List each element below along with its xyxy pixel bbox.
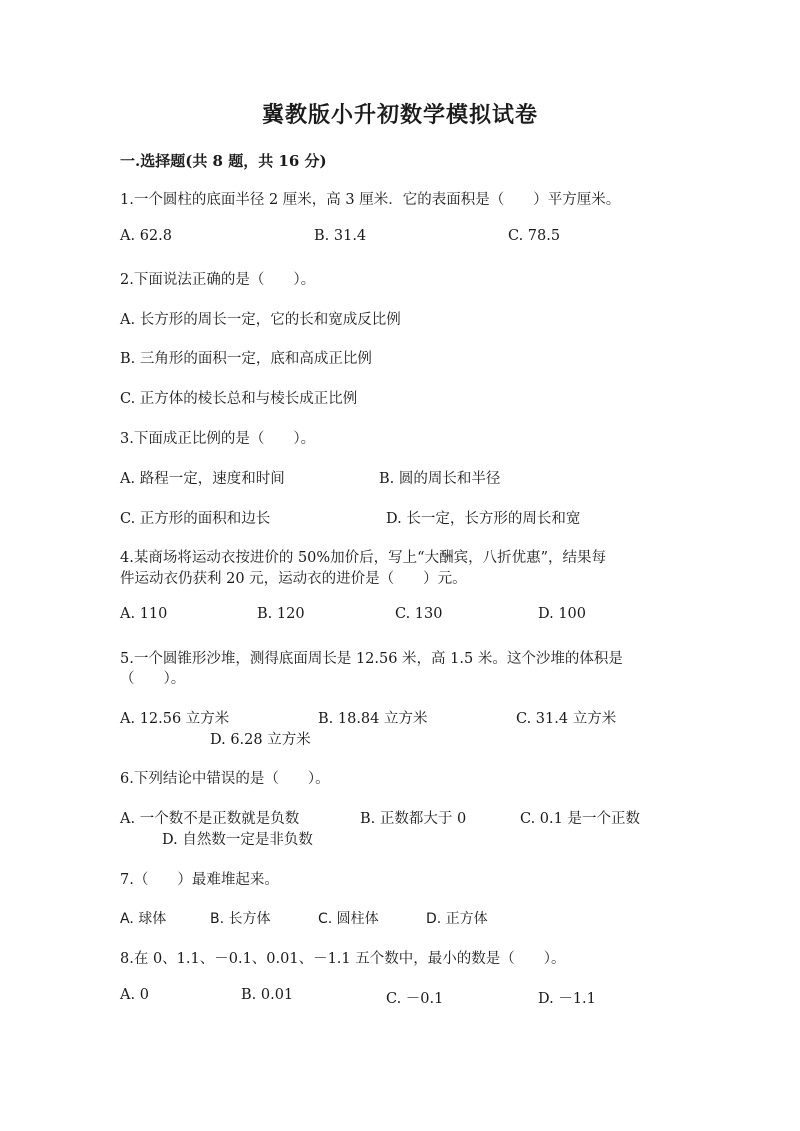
question-5-stem-line1: 5.一个圆锥形沙堆，测得底面周长是 12.56 米，高 1.5 米。这个沙堆的体积是 (120, 651, 623, 667)
question-1-stem: 1.一个圆柱的底面半径 2 厘米，高 3 厘米．它的表面积是（ ）平方厘米。 (120, 192, 621, 208)
question-7-option-b: B. 长方体 (210, 911, 271, 927)
question-4-stem-line1: 4.某商场将运动衣按进价的 50%加价后，写上“大酬宾，八折优惠”，结果每 (120, 550, 606, 566)
question-2-option-c: C. 正方体的棱长总和与棱长成正比例 (120, 391, 358, 407)
question-8-option-d: D. －1.1 (538, 991, 596, 1007)
question-2-stem: 2.下面说法正确的是（ ）。 (120, 272, 316, 288)
page-title: 冀教版小升初数学模拟试卷 (261, 102, 538, 128)
question-5-option-d: D. 6.28 立方米 (210, 732, 311, 748)
question-4-stem-line2: 件运动衣仍获利 20 元，运动衣的进价是（ ）元。 (120, 571, 467, 587)
question-7-option-a: A. 球体 (120, 911, 167, 927)
question-1-option-b: B. 31.4 (314, 228, 367, 244)
question-3-stem: 3.下面成正比例的是（ ）。 (120, 431, 316, 447)
question-8-option-a: A. 0 (120, 987, 149, 1003)
question-1-option-c: C. 78.5 (508, 228, 561, 244)
question-3-option-d: D. 长一定，长方形的周长和宽 (386, 511, 581, 527)
question-3-option-a: A. 路程一定，速度和时间 (120, 471, 285, 487)
question-6-stem: 6.下列结论中错误的是（ ）。 (120, 771, 330, 787)
question-5-option-b: B. 18.84 立方米 (318, 711, 428, 727)
question-7-option-c: C. 圆柱体 (318, 911, 379, 927)
question-4-option-d: D. 100 (538, 606, 587, 622)
question-8-option-c: C. －0.1 (386, 991, 444, 1007)
question-4-option-a: A. 110 (120, 606, 168, 622)
question-4-option-b: B. 120 (257, 606, 305, 622)
question-2-option-b: B. 三角形的面积一定，底和高成正比例 (120, 351, 372, 367)
question-4-option-c: C. 130 (395, 606, 443, 622)
question-3-option-c: C. 正方形的面积和边长 (120, 511, 271, 527)
question-8-option-b: B. 0.01 (241, 987, 294, 1003)
question-2-option-a: A. 长方形的周长一定，它的长和宽成反比例 (120, 312, 401, 328)
question-5-option-c: C. 31.4 立方米 (516, 711, 617, 727)
question-5-option-a: A. 12.56 立方米 (120, 711, 230, 727)
question-3-option-b: B. 圆的周长和半径 (379, 471, 501, 487)
section-heading: 一.选择题(共 8 题，共 16 分) (120, 152, 327, 170)
question-7-stem: 7.（ ）最难堆起来。 (120, 872, 279, 888)
question-6-option-a: A. 一个数不是正数就是负数 (120, 811, 300, 827)
question-8-stem: 8.在 0、1.1、－0.1、0.01、－1.1 五个数中，最小的数是（ ）。 (120, 951, 566, 967)
question-6-option-d: D. 自然数一定是非负数 (162, 832, 313, 848)
question-7-option-d: D. 正方体 (426, 911, 488, 927)
question-6-option-b: B. 正数都大于 0 (360, 811, 467, 827)
question-1-option-a: A. 62.8 (120, 228, 172, 244)
question-6-option-c: C. 0.1 是一个正数 (520, 811, 640, 827)
question-5-stem-line2: （ ）。 (120, 671, 186, 687)
